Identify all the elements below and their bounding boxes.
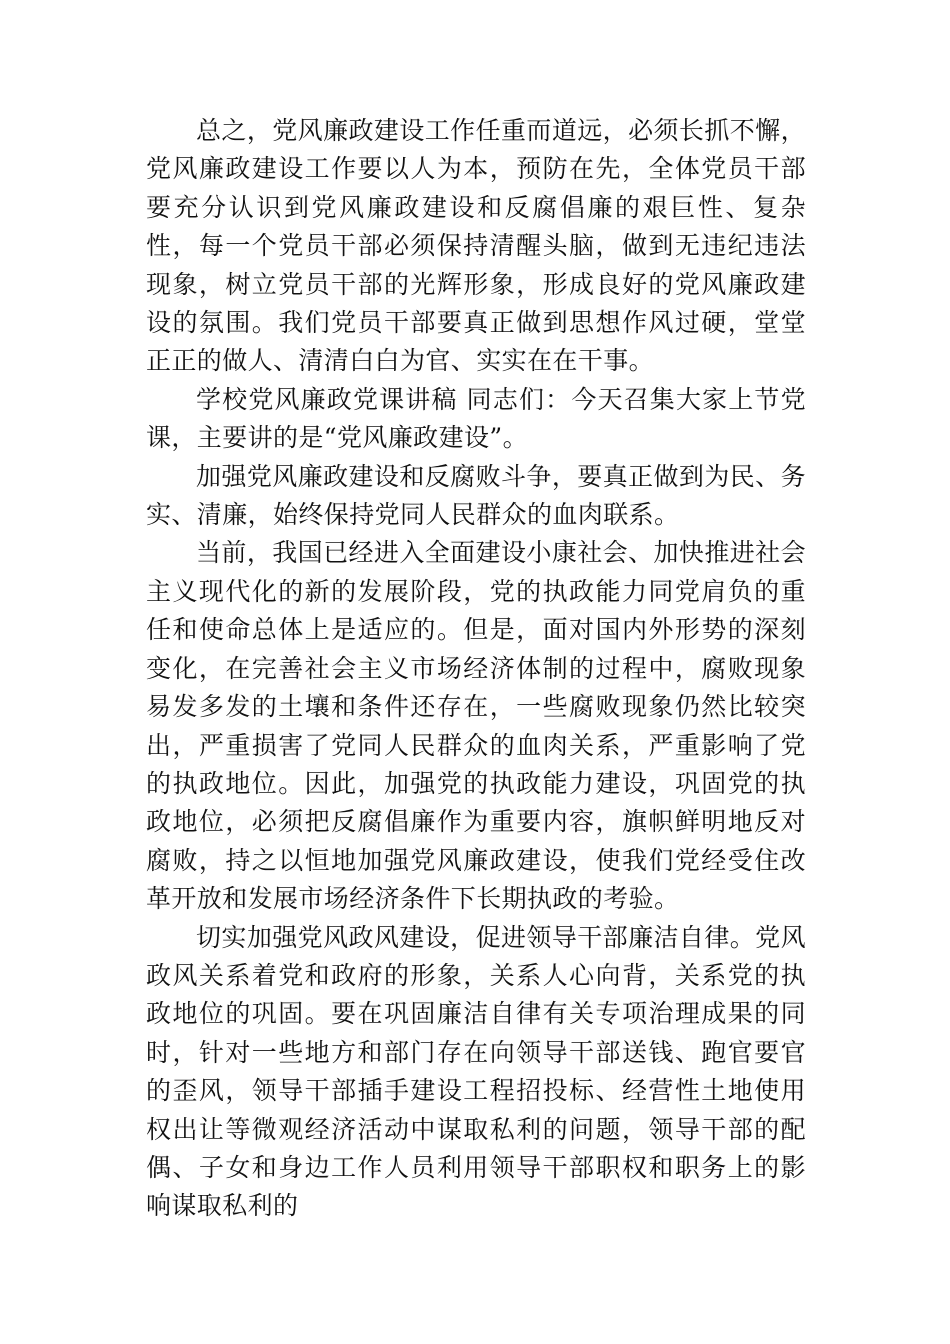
paragraph-lecture-intro: 学校党风廉政党课讲稿 同志们：今天召集大家上节党课，主要讲的是“党风廉政建设”。 xyxy=(146,384,806,453)
document-body xyxy=(146,112,806,1226)
paragraph-party-style: 切实加强党风政风建设，促进领导干部廉洁自律。党风政风关系着党和政府的形象，关系人心向背，关系党的执政地位的巩固。要在巩固廉洁自律有关专项治理成果的同时，针对一些地方和部门存在向领导干部送钱、跑官要官的歪风，领导干部插手建设工程招投标、经营性土地使用权出让等微观经济活动中谋取私利的问题，领导干部的配偶、子女和身边工作人员利用领导干部职权和职务上的影响谋取私利的 xyxy=(146,922,806,1221)
paragraph-summary: 总之，党风廉政建设工作任重而道远，必须长抓不懈，党风廉政建设工作要以人为本，预防在先，全体党员干部要充分认识到党风廉政建设和反腐倡廉的艰巨性、复杂性，每一个党员干部必须保持清醒头脑，做到无违纪违法现象，树立党员干部的光辉形象，形成良好的党风廉政建设的氛围。我们党员干部要真正做到思想作风过硬，堂堂正正的做人、清清白白为官、实实在在干事。 xyxy=(146,116,806,376)
paragraph-strengthen: 加强党风廉政建设和反腐败斗争，要真正做到为民、务实、清廉，始终保持党同人民群众的血肉联系。 xyxy=(146,461,806,530)
paragraph-current-situation: 当前，我国已经进入全面建设小康社会、加快推进社会主义现代化的新的发展阶段，党的执政能力同党肩负的重任和使命总体上是适应的。但是，面对国内外形势的深刻变化，在完善社会主义市场经济体制的过程中，腐败现象易发多发的土壤和条件还存在，一些腐败现象仍然比较突出，严重损害了党同人民群众的血肉关系，严重影响了党的执政地位。因此，加强党的执政能力建设，巩固党的执政地位，必须把反腐倡廉作为重要内容，旗帜鲜明地反对腐败，持之以恒地加强党风廉政建设，使我们党经受住改革开放和发展市场经济条件下长期执政的考验。 xyxy=(146,538,806,914)
